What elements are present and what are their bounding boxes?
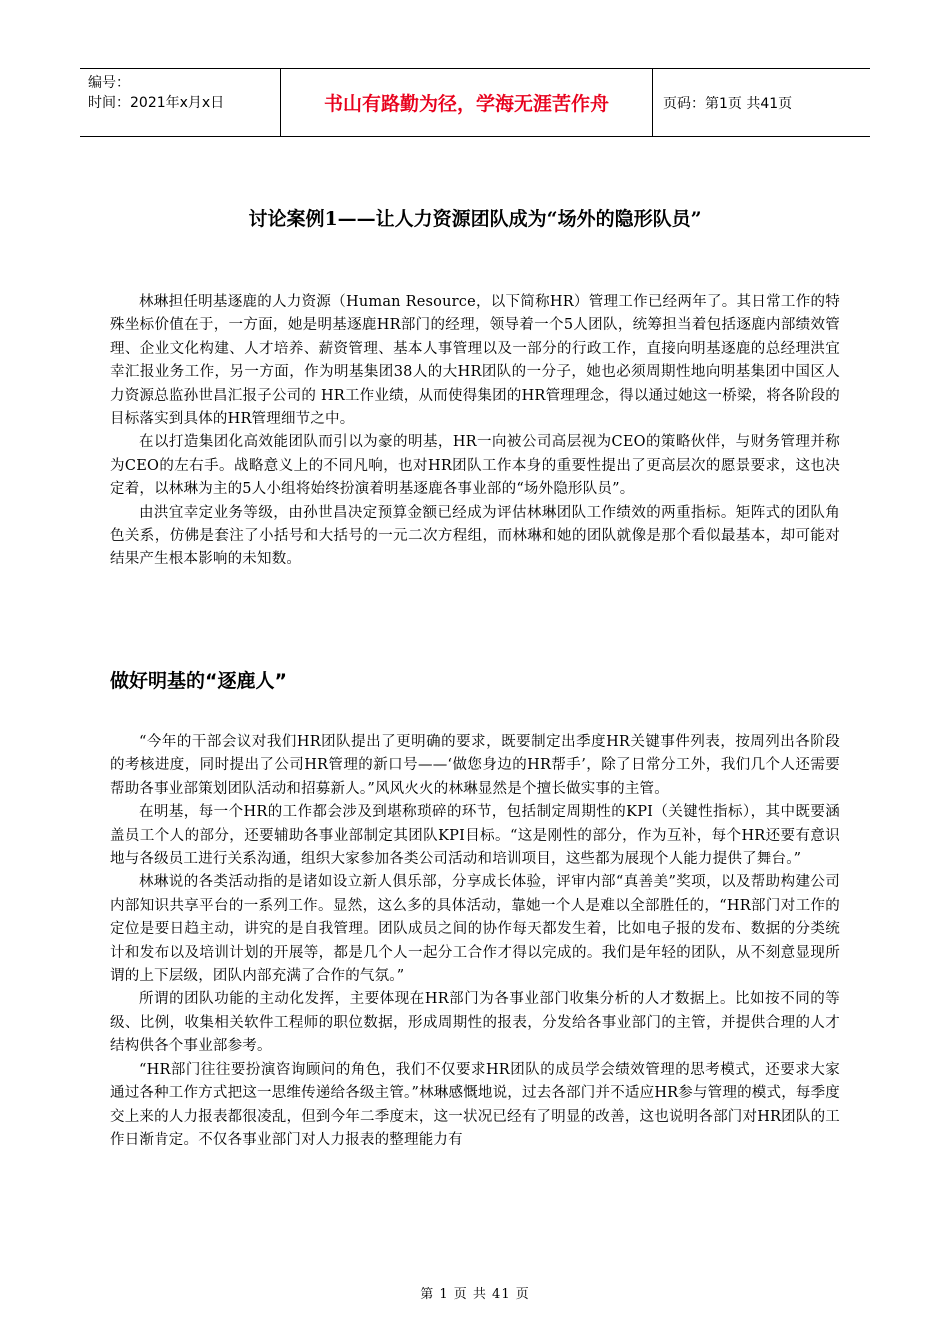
header-meta-cell (80, 69, 281, 136)
doc-number-label: 编号： (88, 75, 130, 91)
header-motto: 书山有路勤为径，学海无涯苦作舟 (281, 69, 653, 136)
body-paragraph: “今年的干部会议对我们HR团队提出了更明确的要求，既要制定出季度HR关键事件列表，按周列出各阶段的考核进度，同时提出了公司HR管理的新口号——‘做您身边的HR帮手’，除了日常分工外，我们几个人还需要帮助各事业部策划团队活动和招募新人。”风风火火的林琳显然是个擅长做实事的主管。 (110, 734, 840, 797)
intro-section (110, 291, 840, 572)
body-paragraph: 在明基，每一个HR的工作都会涉及到堪称琐碎的环节，包括制定周期性的KPI（关键性指标），其中既要涵盖员工个人的部分，还要辅助各事业部制定其团队KPI目标。“这是刚性的部分，作为互补，每个HR还要有意识地与各级员工进行关系沟通，组织大家参加各类公司活动和培训项目，这些都为展现个人能力提供了舞台。” (110, 804, 840, 868)
doc-date: 时间：2021年x月x日 (88, 95, 225, 111)
body-paragraph: 所谓的团队功能的主动化发挥，主要体现在HR部门为各事业部门收集分析的人才数据上。比如按不同的等级、比例，收集相关软件工程师的职位数据，形成周期性的报表，分发给各事业部门的主管，并提供合理的人才结构供各个事业部参考。 (110, 991, 840, 1055)
body-paragraph: 林琳说的各类活动指的是诸如设立新人俱乐部，分享成长体验，评审内部“真善美”奖项，以及帮助构建公司内部知识共享平台的一系列工作。显然，这么多的具体活动，靠她一个人是难以全部胜任的，“HR部门对工作的定位是要日趋主动，讲究的是自我管理。团队成员之间的协作每天都发生着，比如电子报的发布、数据的分类统计和发布以及培训计划的开展等，都是几个人一起分工合作才得以完成的。我们是年轻的团队，从不刻意显现所谓的上下层级，团队内部充满了合作的气氛。” (110, 874, 840, 985)
intro-paragraph: 在以打造集团化高效能团队而引以为豪的明基，HR一向被公司高层视为CEO的策略伙伴，与财务管理并称为CEO的左右手。战略意义上的不同凡响，也对HR团队工作本身的重要性提出了更高层次的愿景要求，这也决定着，以林琳为主的5人小组将始终扮演着明基逐鹿各事业部的“场外隐形队员”。 (110, 434, 840, 498)
intro-paragraph: 由洪宜幸定业务等级，由孙世昌决定预算金额已经成为评估林琳团队工作绩效的两重指标。矩阵式的团队角色关系，仿佛是套注了小括号和大括号的一元二次方程组，而林琳和她的团队就像是那个看似最基本，却可能对结果产生根本影响的未知数。 (110, 504, 840, 568)
section-body (110, 731, 840, 1152)
section-heading: 做好明基的“逐鹿人” (110, 670, 287, 692)
body-paragraph: “HR部门往往要扮演咨询顾问的角色，我们不仅要求HR团队的成员学会绩效管理的思考模式，还要求大家通过各种工作方式把这一思维传递给各级主管。”林琳感慨地说，过去各部门并不适应HR参与管理的模式，每季度交上来的人力报表都很凌乱，但到今年二季度末，这一状况已经有了明显的改善，这也说明各部门对HR团队的工作日渐肯定。不仅各事业部门对人力报表的整理能力有 (110, 1061, 840, 1148)
intro-paragraph: 林琳担任明基逐鹿的人力资源（Human Resource，以下简称HR）管理工作已经两年了。其日常工作的特殊坐标价值在于，一方面，她是明基逐鹿HR部门的经理，领导着一个5人团队，统筹担当着包括逐鹿内部绩效管理、企业文化构建、人才培养、薪资管理、基本人事管理以及一部分的行政工作，直接向明基逐鹿的总经理洪宜幸汇报业务工作，另一方面，作为明基集团38人的大HR团队的一分子，她也必须周期性地向明基集团中国区人力资源总监孙世昌汇报子公司的 HR工作业绩，从而使得集团的HR管理理念，得以通过她这一桥梁，将各阶段的目标落实到具体的HR管理细节之中。 (110, 294, 840, 428)
header-page-info: 页码：第1页 共41页 (663, 95, 793, 112)
document-title: 讨论案例1——让人力资源团队成为“场外的隐形队员” (248, 208, 702, 230)
header-table (80, 68, 870, 137)
page-footer: 第 1 页 共 41 页 (420, 1287, 530, 1302)
